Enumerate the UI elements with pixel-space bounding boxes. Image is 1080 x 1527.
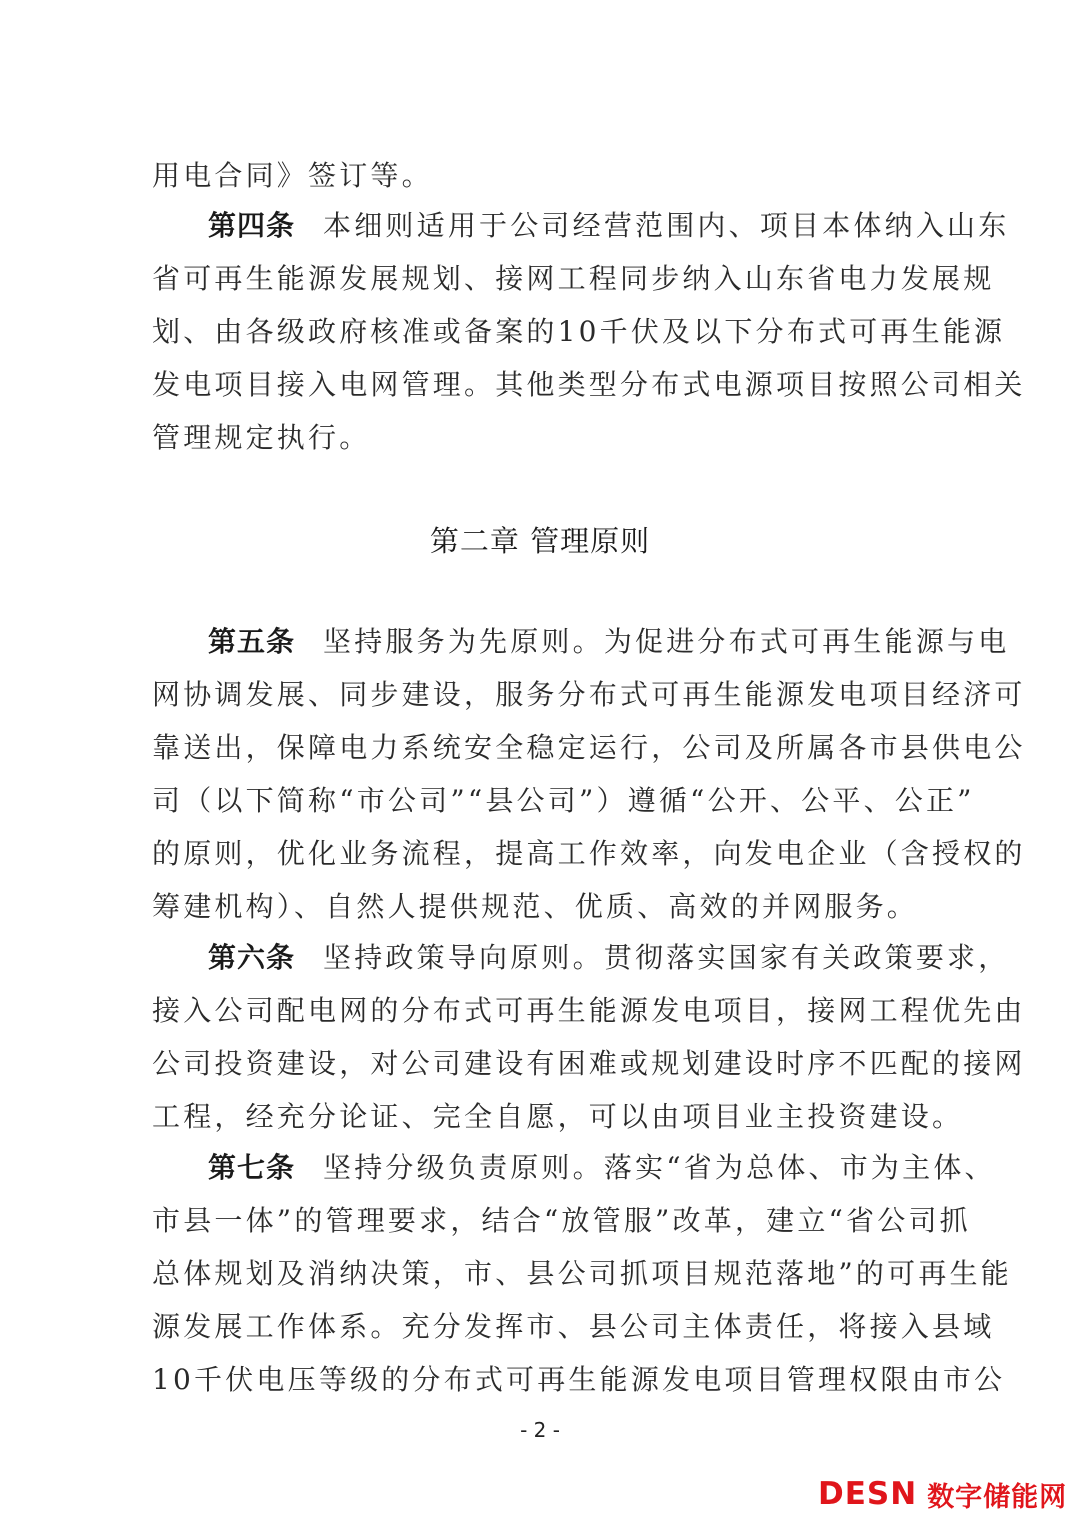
text-line: 筹建机构）、自然人提供规范、优质、高效的并网服务。 bbox=[152, 890, 919, 923]
text-line: 的原则，优化业务流程，提高工作效率，向发电企业（含授权的 bbox=[152, 837, 1026, 870]
article-7-heading: 第七条 bbox=[208, 1151, 296, 1184]
logo-text-cn: 数字储能网 bbox=[927, 1481, 1068, 1513]
text-line: 靠送出，保障电力系统安全稳定运行，公司及所属各市县供电公 bbox=[152, 731, 1026, 764]
article-6-heading: 第六条 bbox=[208, 941, 296, 974]
text-line: 网协调发展、同步建设，服务分布式可再生能源发电项目经济可 bbox=[152, 678, 1026, 711]
text-line: 划、由各级政府核准或备案的10千伏及以下分布式可再生能源 bbox=[152, 315, 1006, 348]
article-7-first-line: 第七条 坚持分级负责原则。落实“省为总体、市为主体、 bbox=[208, 1151, 996, 1184]
article-6-first-line: 第六条 坚持政策导向原则。贯彻落实国家有关政策要求， bbox=[208, 941, 1010, 974]
text-line: 工程，经充分论证、完全自愿，可以由项目业主投资建设。 bbox=[152, 1100, 964, 1133]
text-line: 市县一体”的管理要求，结合“放管服”改革，建立“省公司抓 bbox=[152, 1204, 971, 1237]
logo-text-en: DESN bbox=[818, 1476, 918, 1512]
page-number: - 2 - bbox=[520, 1418, 560, 1442]
text-line: 总体规划及消纳决策，市、县公司抓项目规范落地”的可再生能 bbox=[152, 1257, 1012, 1290]
article-4-heading: 第四条 bbox=[208, 209, 296, 242]
watermark-logo bbox=[818, 1474, 1067, 1514]
text-line: 管理规定执行。 bbox=[152, 421, 371, 454]
text-line: 源发展工作体系。充分发挥市、县公司主体责任，将接入县域 bbox=[152, 1310, 995, 1343]
text-line: 10千伏电压等级的分布式可再生能源发电项目管理权限由市公 bbox=[152, 1363, 1006, 1396]
text-line: 接入公司配电网的分布式可再生能源发电项目，接网工程优先由 bbox=[152, 994, 1026, 1027]
text-line: 公司投资建设，对公司建设有困难或规划建设时序不匹配的接网 bbox=[152, 1047, 1026, 1080]
text-line: 用电合同》签订等。 bbox=[152, 159, 433, 192]
article-5-first-line: 第五条 坚持服务为先原则。为促进分布式可再生能源与电 bbox=[208, 625, 1010, 658]
chapter-title: 第二章 管理原则 bbox=[429, 524, 651, 558]
text-line: 发电项目接入电网管理。其他类型分布式电源项目按照公司相关 bbox=[152, 368, 1026, 401]
text-line: 省可再生能源发展规划、接网工程同步纳入山东省电力发展规 bbox=[152, 262, 995, 295]
article-5-heading: 第五条 bbox=[208, 625, 296, 658]
article-4-first-line: 第四条 本细则适用于公司经营范围内、项目本体纳入山东 bbox=[208, 209, 1010, 242]
text-line: 司（以下简称“市公司”“县公司”）遵循“公开、公平、公正” bbox=[152, 784, 975, 817]
